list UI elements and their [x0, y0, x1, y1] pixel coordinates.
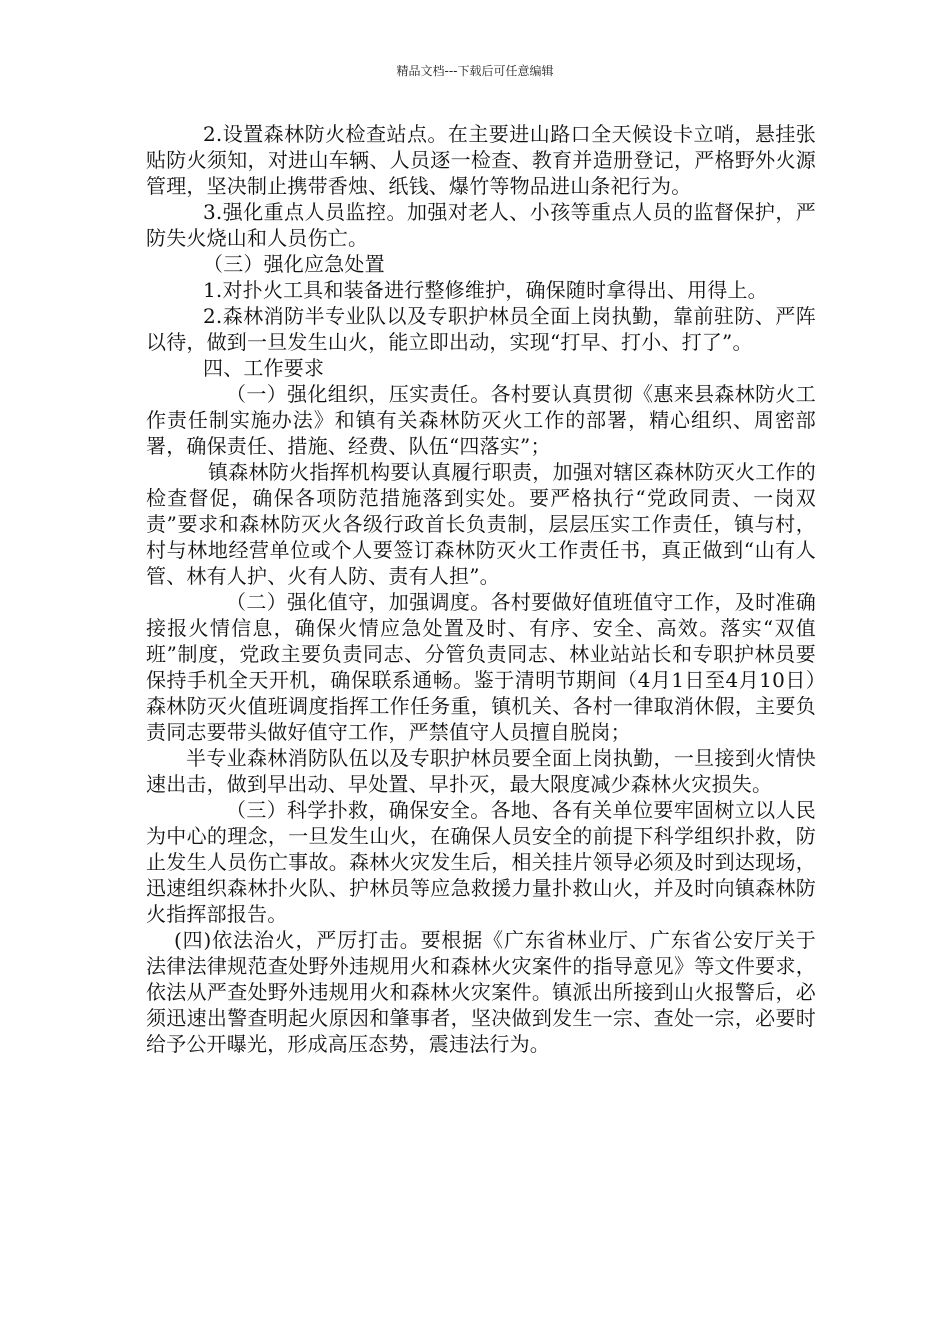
document-body — [146, 121, 816, 1057]
page-header: 精品文档---下载后可任意编辑 — [396, 64, 554, 78]
paragraph-1-tools-maintenance: 1.对扑火工具和装备进行整修维护，确保随时拿得出、用得上。 — [203, 278, 768, 302]
paragraph-fire-team-deployment: 半专业森林消防队伍以及专职护林员要全面上岗执勤，一旦接到火情快速出击，做到早出动、早处置、早扑灭，最大限度减少森林火灾损失。 — [146, 746, 816, 796]
heading-emergency-response: （三）强化应急处置 — [203, 252, 385, 276]
paragraph-command-structure: 镇森林防火指挥机构要认真履行职责，加强对辖区森林防灭火工作的检查督促，确保各项防范措施落到实处。要严格执行“党政同责、一岗双责”要求和森林防灭火各级行政首长负责制，层层压实工作责任，镇与村，村与林地经营单位或个人要签订森林防灭火工作责任书，真正做到“山有人管、林有人护、火有人防、责有人担”。 — [146, 460, 816, 588]
paragraph-law-enforcement: (四)依法治火，严厉打击。要根据《广东省林业厅、广东省公安厅关于法律法律规范查处野外违规用火和森林火灾案件的指导意见》等文件要求，依法从严查处野外违规用火和森林火灾案件。镇派出所接到山火报警后，必须迅速出警查明起火原因和肇事者，坚决做到发生一宗、查处一宗，必要时给予公开曝光，形成高压态势，震违法行为。 — [146, 928, 816, 1056]
paragraph-duty-dispatch: （二）强化值守，加强调度。各村要做好值班值守工作，及时准确接报火情信息，确保火情应急处置及时、有序、安全、高效。落实“双值班”制度，党政主要负责同志、分管负责同志、林业站站长和专职护林员要保持手机全天开机，确保联系通畅。鉴于清明节期间（4月1日至4月10日）森林防灭火值班调度指挥工作任务重，镇机关、各村一律取消休假，主要负责同志要带头做好值守工作，严禁值守人员擅自脱岗； — [146, 590, 816, 744]
heading-work-requirements: 四、工作要求 — [203, 356, 325, 380]
paragraph-3-key-personnel: 3.强化重点人员监控。加强对老人、小孩等重点人员的监督保护，严防失火烧山和人员伤亡。 — [146, 200, 816, 250]
paragraph-2-checkpoints: 2.设置森林防火检查站点。在主要进山路口全天候设卡立哨，悬挂张贴防火须知，对进山车辆、人员逐一检查、教育并造册登记，严格野外火源管理，坚决制止携带香烛、纸钱、爆竹等物品进山条祀行为。 — [146, 122, 816, 198]
paragraph-2-fire-team-duty: 2.森林消防半专业队以及专职护林员全面上岗执勤，靠前驻防、严阵以待，做到一旦发生山火，能立即出动，实现“打早、打小、打了”。 — [146, 304, 816, 354]
paragraph-organization: （一）强化组织，压实责任。各村要认真贯彻《惠来县森林防火工作责任制实施办法》和镇有关森林防灭火工作的部署，精心组织、周密部署，确保责任、措施、经费、队伍“四落实”； — [146, 382, 816, 458]
paragraph-safe-suppression: （三）科学扑救，确保安全。各地、各有关单位要牢固树立以人民为中心的理念，一旦发生山火，在确保人员安全的前提下科学组织扑救，防止发生人员伤亡事故。森林火灾发生后，相关挂片领导必须及时到达现场，迅速组织森林扑火队、护林员等应急救援力量扑救山火，并及时向镇森林防火指挥部报告。 — [146, 798, 816, 926]
